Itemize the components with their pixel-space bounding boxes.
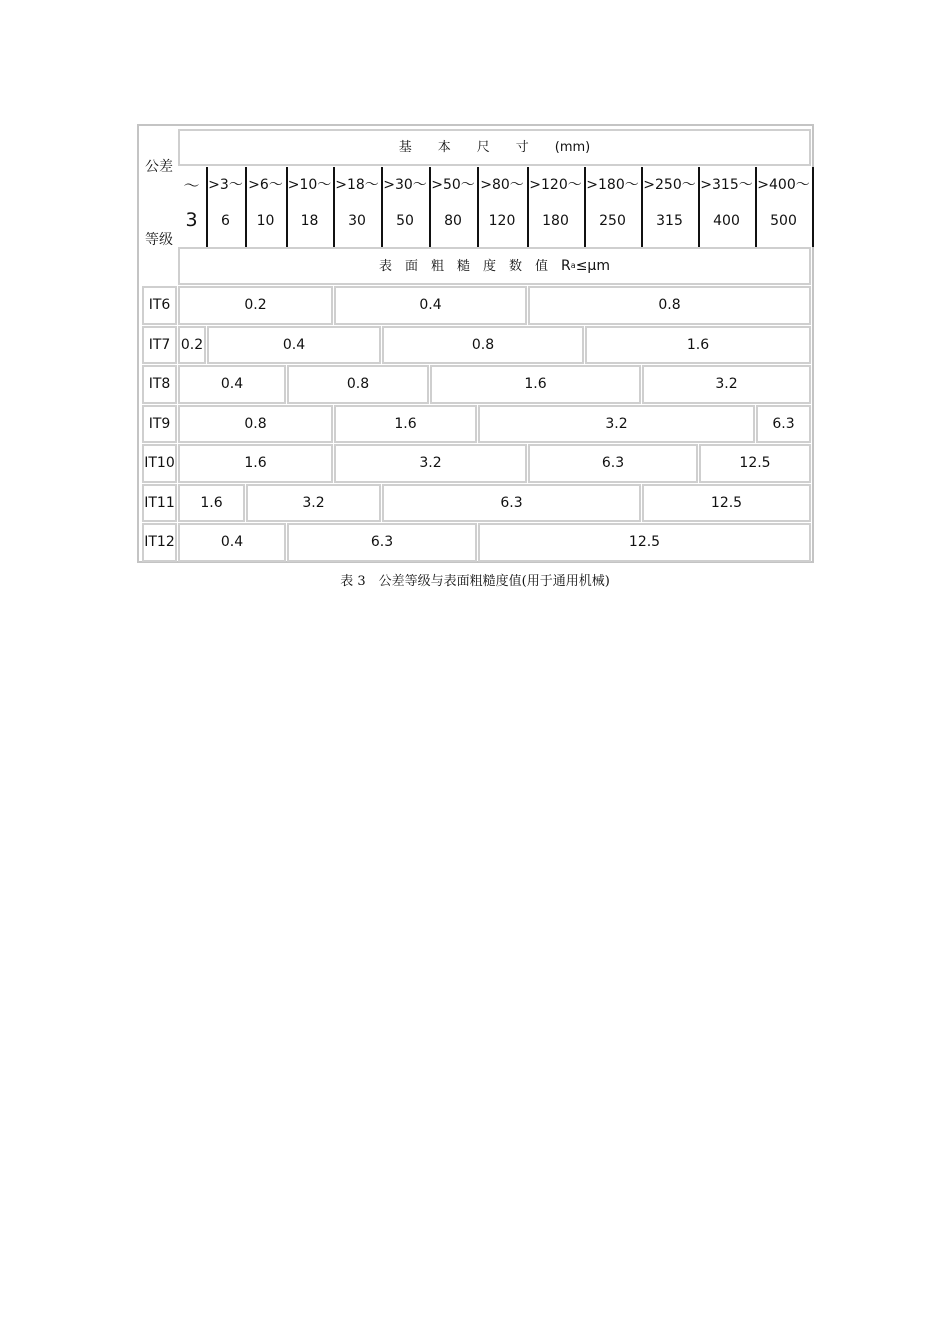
roughness-table bbox=[137, 124, 814, 563]
size-range-from: ～ bbox=[183, 176, 200, 195]
roughness-value-cell: 6.3 bbox=[528, 444, 698, 483]
size-column-divider bbox=[755, 167, 757, 247]
size-column-divider bbox=[698, 167, 700, 247]
roughness-value-cell: 1.6 bbox=[178, 484, 245, 523]
grade-label: IT12 bbox=[142, 523, 177, 562]
roughness-unit: ≤μm bbox=[575, 258, 610, 274]
size-range-from: >120～ bbox=[529, 177, 582, 193]
size-column-divider bbox=[286, 167, 288, 247]
size-range-to: 30 bbox=[348, 213, 366, 229]
grade-label: IT9 bbox=[142, 405, 177, 444]
roughness-value-cell: 6.3 bbox=[382, 484, 641, 523]
grade-label: IT10 bbox=[142, 444, 177, 483]
corner-label-top: 公差 bbox=[145, 159, 173, 175]
size-column-divider bbox=[527, 167, 529, 247]
roughness-value-cell: 1.6 bbox=[430, 365, 641, 404]
size-range-to: 250 bbox=[599, 213, 626, 229]
roughness-value-cell: 0.8 bbox=[528, 286, 811, 325]
size-range-to: 10 bbox=[256, 213, 275, 229]
size-range-from: >80～ bbox=[480, 177, 524, 193]
roughness-symbol: R bbox=[561, 258, 571, 274]
size-range-from: >315～ bbox=[700, 177, 753, 193]
size-range-to: 180 bbox=[542, 213, 569, 229]
grade-label: IT8 bbox=[142, 365, 177, 404]
roughness-value-cell: 0.4 bbox=[207, 326, 381, 365]
roughness-value-cell: 1.6 bbox=[178, 444, 333, 483]
roughness-value-cell: 12.5 bbox=[642, 484, 811, 523]
size-range-to: 50 bbox=[396, 213, 414, 229]
roughness-header-text: 表 面 粗 糙 度 数 值 bbox=[379, 258, 562, 274]
roughness-value-cell: 0.8 bbox=[178, 405, 333, 444]
roughness-value-cell: 12.5 bbox=[478, 523, 811, 562]
basic-size-header bbox=[178, 129, 811, 166]
size-range-to: 120 bbox=[488, 213, 516, 229]
roughness-value-cell: 0.4 bbox=[334, 286, 527, 325]
grade-label: IT7 bbox=[142, 326, 177, 365]
roughness-value-cell: 0.8 bbox=[287, 365, 429, 404]
basic-size-header-text: 基 本 尺 寸 (mm) bbox=[398, 140, 591, 155]
grade-label: IT6 bbox=[142, 286, 177, 325]
size-range-to: 315 bbox=[656, 213, 683, 229]
size-column-divider bbox=[584, 167, 586, 247]
roughness-value-cell: 0.2 bbox=[178, 326, 206, 365]
grade-label: IT11 bbox=[142, 484, 177, 523]
roughness-value-cell: 3.2 bbox=[478, 405, 755, 444]
size-range-from: >3～ bbox=[208, 177, 243, 193]
roughness-value-cell: 6.3 bbox=[287, 523, 477, 562]
size-range-to: 80 bbox=[444, 213, 462, 229]
roughness-value-cell: 3.2 bbox=[334, 444, 527, 483]
corner-label-bottom: 等级 bbox=[145, 232, 173, 248]
roughness-value-cell: 0.4 bbox=[178, 365, 286, 404]
size-range-from: >10～ bbox=[287, 177, 332, 193]
roughness-value-cell: 3.2 bbox=[246, 484, 381, 523]
size-column-divider bbox=[429, 167, 431, 247]
size-range-to: 500 bbox=[770, 213, 797, 229]
size-column-divider bbox=[381, 167, 383, 247]
roughness-subscript: a bbox=[570, 261, 576, 270]
size-column-divider bbox=[245, 167, 247, 247]
size-range-from: >6～ bbox=[248, 177, 283, 193]
size-range-to: 400 bbox=[713, 213, 740, 229]
table-caption: 表 3 公差等级与表面粗糙度值(用于通用机械) bbox=[340, 574, 610, 589]
size-range-from: >50～ bbox=[431, 177, 475, 193]
size-range-to: 3 bbox=[185, 209, 198, 231]
roughness-value-cell: 6.3 bbox=[756, 405, 811, 444]
roughness-value-cell: 3.2 bbox=[642, 365, 811, 404]
size-column-divider bbox=[206, 167, 208, 247]
size-range-to: 6 bbox=[221, 213, 230, 229]
roughness-header bbox=[178, 247, 811, 285]
size-range-from: >400～ bbox=[757, 177, 810, 193]
roughness-value-cell: 0.8 bbox=[382, 326, 584, 365]
roughness-value-cell: 1.6 bbox=[334, 405, 477, 444]
size-range-to: 18 bbox=[300, 213, 319, 229]
roughness-value-cell: 0.4 bbox=[178, 523, 286, 562]
size-column-divider bbox=[477, 167, 479, 247]
size-range-from: >30～ bbox=[383, 177, 427, 193]
size-range-from: >180～ bbox=[586, 177, 639, 193]
roughness-value-cell: 12.5 bbox=[699, 444, 811, 483]
size-column-divider bbox=[641, 167, 643, 247]
size-column-divider bbox=[812, 167, 814, 247]
roughness-value-cell: 1.6 bbox=[585, 326, 811, 365]
size-range-from: >18～ bbox=[335, 177, 379, 193]
size-range-from: >250～ bbox=[643, 177, 696, 193]
roughness-value-cell: 0.2 bbox=[178, 286, 333, 325]
size-column-divider bbox=[333, 167, 335, 247]
corner-header-cell bbox=[142, 129, 177, 285]
